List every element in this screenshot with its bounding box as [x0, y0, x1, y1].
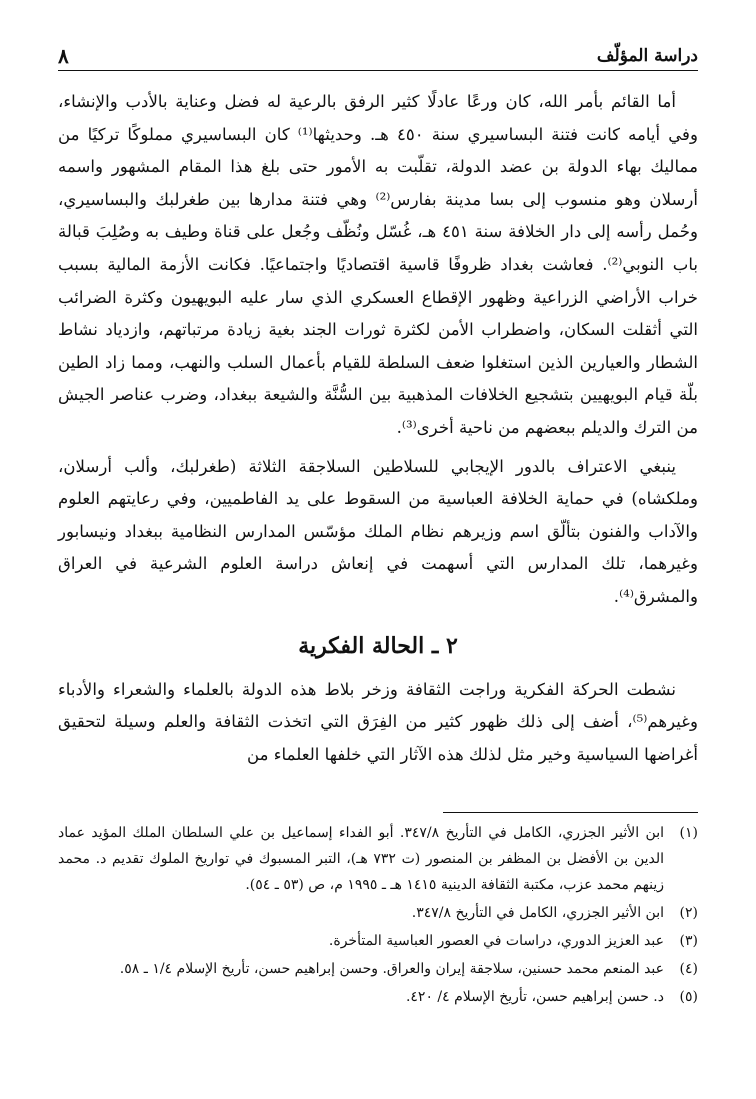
page-header	[58, 40, 698, 71]
footnotes	[58, 820, 698, 1012]
footnote-number: (٣)	[679, 933, 698, 949]
footnote-item	[58, 956, 698, 982]
section-heading: ٢ ـ الحالة الفكرية	[298, 632, 458, 659]
footnote-divider	[443, 812, 698, 813]
footnote-text: عبد المنعم محمد حسنين، سلاجقة إيران والعراق. وحسن إبراهيم حسن، تأريخ الإسلام ١/٤ ـ ٥٨.	[119, 961, 664, 977]
footnote-item	[58, 820, 698, 898]
footnote-number: (٥)	[679, 989, 698, 1005]
footnote-item	[58, 900, 698, 926]
footnote-item	[58, 984, 698, 1010]
footnote-text: ابن الأثير الجزري، الكامل في التأريخ ٣٤٧/٨.	[411, 905, 664, 921]
footnote-item	[58, 928, 698, 954]
footnote-text: د. حسن إبراهيم حسن، تأريخ الإسلام ٤/ ٤٢٠.	[405, 989, 664, 1005]
footnote-text: عبد العزيز الدوري، دراسات في العصور العباسية المتأخرة.	[328, 933, 664, 949]
paragraph-1: أما القائم بأمر الله، كان ورعًا عادلًا كثير الرفق بالرعية له فضل وعناية بالأدب والإنشاء، وفي أيامه كانت فتنة البساسيري سنة ٤٥٠ هـ. وحديثها⁽¹⁾ كان البساسيري مملوكًا تركيًا من مماليك بهاء الدولة بن عضد الدولة، تقلّبت به الأمور حتى بلغ هذا المقام المشهور واسمه أرسلان وهو منسوب إلى بسا مدينة بفارس⁽²⁾ وهي فتنة مدارها بين طغرلبك والبساسيري، وحُمل رأسه إلى دار الخلافة سنة ٤٥١ هـ، غُسّل ونُظّف وجُعل على قناة وطيف به وصُلِبَ قبالة باب النوبي⁽²⁾. فعاشت بغداد ظروفًا قاسية اقتصاديًا واجتماعيًا. فكانت الأزمة المالية بسبب خراب الأراضي الزراعية وظهور الإقطاع العسكري الذي سار عليه البويهيون وكثرة الضرائب التي أثقلت السكان، واضطراب الأمن لكثرة ثورات الجند بغية زيادة مرتباتهم، وازدياد نشاط الشطار والعيارين الذين استغلوا ضعف السلطة للقيام بأعمال السلب والنهب، ومما زاد الطين بلّة قيام البويهيين بتشجيع الخلافات المذهبية بين السُّنَّة والشيعة ببغداد، وضرب عناصر الجيش من الترك والديلم ببعضهم من ناحية أخرى⁽³⁾.	[58, 92, 699, 437]
footnote-text: ابن الأثير الجزري، الكامل في التأريخ ٣٤٧/٨. أبو الفداء إسماعيل بن علي السلطان الملك المؤيد عماد الدين بن الأفضل بن المظفر بن المنصور (ت ٧٣٢ هـ)، التبر المسبوك في تواريخ الملوك تقديم د. محمد زينهم محمد عزب، مكتبة الثقافة الدينية ١٤١٥ هـ ـ ١٩٩٥ م، ص (٥٣ ـ ٥٤).	[58, 825, 665, 893]
page-number: ٨	[58, 44, 69, 68]
running-title: دراسة المؤلّف	[596, 46, 698, 66]
footnote-number: (٤)	[679, 961, 698, 977]
main-text	[58, 86, 698, 777]
footnote-number: (١)	[679, 825, 698, 841]
section-paragraph: نشطت الحركة الفكرية وراجت الثقافة وزخر بلاط هذه الدولة بالعلماء والشعراء والأدباء وغيرهم⁽⁵⁾، أضف إلى ذلك ظهور كثير من الفِرَق التي اتخذت الثقافة والعلم وسيلة لتحقيق أغراضها السياسية وخير مثل لذلك هذه الآثار التي خلفها العلماء من	[58, 679, 698, 764]
paragraph-2: ينبغي الاعتراف بالدور الإيجابي للسلاطين السلاجقة الثلاثة (طغرلبك، وألب أرسلان، وملكشاه) في حماية الخلافة العباسية من السقوط على يد الفاطميين، وفي رعايتهم العلوم والآداب والفنون بتألّق اسم وزيرهم نظام الملك مؤسّس المدارس النظامية ببغداد ونيسابور وغيرهما، تلك المدارس التي أسهمت في إنعاش دراسة العلوم الشرعية في العراق والمشرق⁽⁴⁾.	[58, 456, 698, 606]
footnote-number: (٢)	[679, 905, 698, 921]
